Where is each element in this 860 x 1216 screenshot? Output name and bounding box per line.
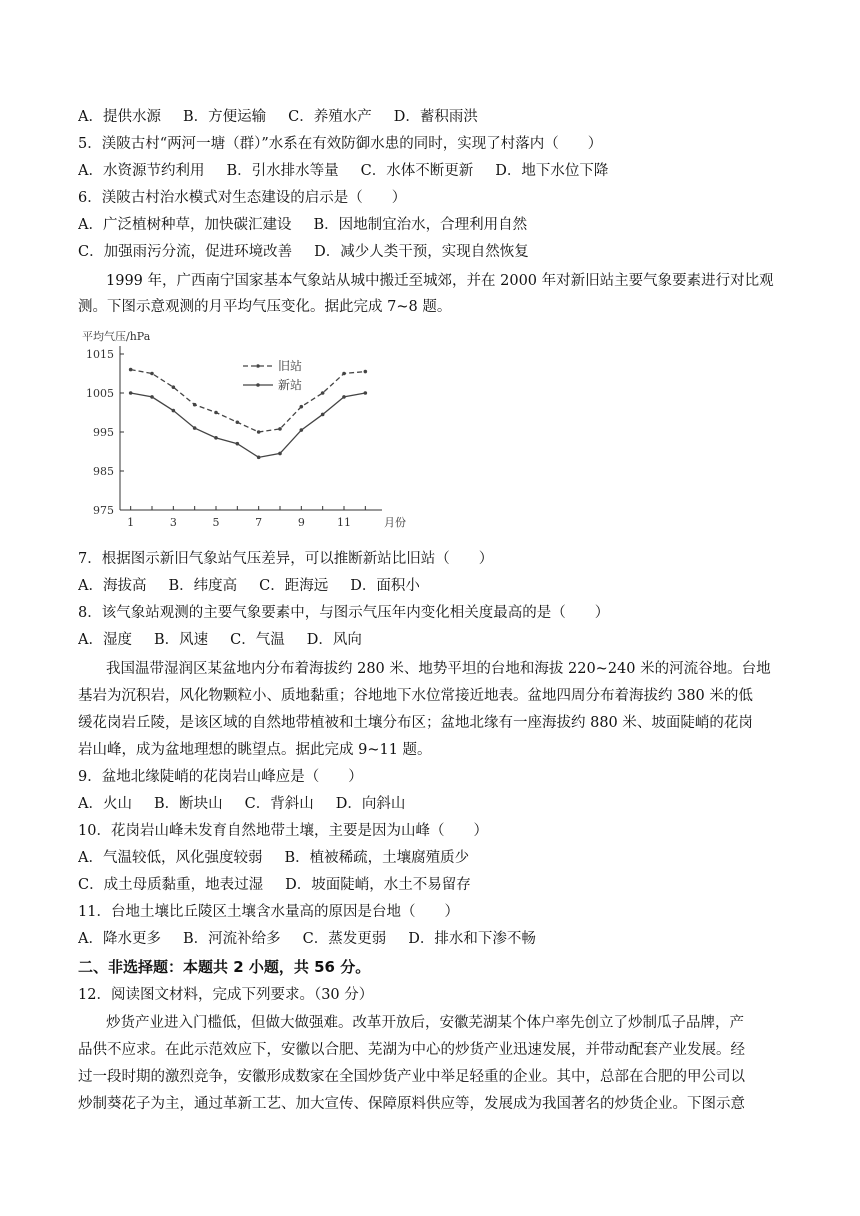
option-c: C．距海远 xyxy=(259,578,329,594)
option-d: D．排水和下渗不畅 xyxy=(408,931,536,947)
option-a: A．提供水源 xyxy=(78,109,161,125)
x-axis-label: 月份 xyxy=(384,516,406,529)
option-c: C．水体不断更新 xyxy=(360,163,474,179)
option-c: C．成土母质黏重，地表过湿 xyxy=(78,877,264,893)
q5-stem: 5．渼陂古村“两河一塘（群）”水系在有效防御水患的同时，实现了村落内（ ） xyxy=(78,136,603,152)
option-c: C．蒸发更弱 xyxy=(302,931,387,947)
passage1-line: 1999 年，广西南宁国家基本气象站从城中搬迁至城郊，并在 2000 年对新旧站主要气象要素进行对比观 xyxy=(106,273,774,289)
section-heading: 二、非选择题：本题共 2 小题，共 56 分。 xyxy=(78,958,371,976)
passage2-line: 缓花岗岩丘陵，是该区域的自然地带植被和土壤分布区；盆地北缘有一座海拔约 880 米、坡面陡峭的花岗 xyxy=(78,715,753,731)
q10-stem: 10．花岗岩山峰未发育自然地带土壤，主要是因为山峰（ ） xyxy=(78,823,488,839)
data-point xyxy=(321,391,325,395)
option-a: A．火山 xyxy=(78,796,132,812)
q11-stem: 11．台地土壤比丘陵区土壤含水量高的原因是台地（ ） xyxy=(78,904,459,920)
option-b: B．风速 xyxy=(153,632,209,648)
data-point xyxy=(193,426,197,430)
q6-options-row2 xyxy=(78,242,790,262)
q9-options xyxy=(78,794,790,814)
pressure-chart-svg xyxy=(78,326,438,538)
y-axis-label: 平均气压/hPa xyxy=(82,330,151,343)
option-a: A．广泛植树种草，加快碳汇建设 xyxy=(78,217,292,233)
y-tick-label: 985 xyxy=(93,465,114,478)
option-d: D．蓄积雨洪 xyxy=(393,109,478,125)
q8-stem: 8．该气象站观测的主要气象要素中，与图示气压年内变化相关度最高的是（ ） xyxy=(78,605,610,621)
data-point xyxy=(236,420,240,424)
q7-stem: 7．根据图示新旧气象站气压差异，可以推断新站比旧站（ ） xyxy=(78,551,494,567)
option-d: D．向斜山 xyxy=(335,796,406,812)
y-tick-label: 995 xyxy=(93,426,114,439)
option-b: B．植被稀疏，土壤腐殖质少 xyxy=(284,850,470,866)
data-point xyxy=(300,428,304,432)
legend-label: 旧站 xyxy=(278,359,303,373)
q5-options xyxy=(78,161,790,181)
data-point xyxy=(150,372,154,376)
passage2-line: 岩山峰，成为盆地理想的眺望点。据此完成 9~11 题。 xyxy=(78,742,432,758)
x-tick-label: 1 xyxy=(127,516,135,529)
x-tick-label: 5 xyxy=(212,516,220,529)
data-point xyxy=(193,403,197,407)
option-a: A．湿度 xyxy=(78,632,132,648)
data-point xyxy=(321,413,325,417)
option-a: A．水资源节约利用 xyxy=(78,163,205,179)
passage1-line: 测。下图示意观测的月平均气压变化。据此完成 7~8 题。 xyxy=(78,299,452,315)
q9-stem: 9．盆地北缘陡峭的花岗岩山峰应是（ ） xyxy=(78,769,363,785)
passage3-line: 炒货产业进入门槛低，但做大做强难。改革开放后，安徽芜湖某个体户率先创立了炒制瓜子品牌，产 xyxy=(106,1015,744,1031)
legend-marker xyxy=(256,364,260,368)
data-point xyxy=(342,372,346,376)
option-a: A．气温较低，风化强度较弱 xyxy=(78,850,263,866)
option-c: C．加强雨污分流，促进环境改善 xyxy=(78,244,293,260)
passage2-line: 我国温带湿润区某盆地内分布着海拔约 280 米、地势平坦的台地和海拔 220~240 米的河流谷地。台地 xyxy=(106,661,771,677)
option-b: B．断块山 xyxy=(153,796,223,812)
q11-options xyxy=(78,929,790,949)
series-line-1 xyxy=(131,370,366,432)
data-point xyxy=(236,442,240,446)
data-point xyxy=(150,395,154,399)
data-point xyxy=(278,427,282,431)
data-point xyxy=(214,436,218,440)
q8-options xyxy=(78,630,790,650)
option-c: C．养殖水产 xyxy=(288,109,372,125)
option-d: D．风向 xyxy=(306,632,362,648)
option-b: B．河流补给多 xyxy=(182,931,281,947)
option-b: B．方便运输 xyxy=(182,109,267,125)
option-d: D．减少人类干预，实现自然恢复 xyxy=(314,244,529,260)
q12-stem: 12．阅读图文材料，完成下列要求。（30 分） xyxy=(78,987,374,1003)
option-d: D．地下水位下降 xyxy=(495,163,609,179)
x-tick-label: 9 xyxy=(297,516,305,529)
y-tick-label: 1015 xyxy=(86,348,114,361)
q4-options xyxy=(78,107,790,127)
series-line-2 xyxy=(131,393,366,457)
q7-options xyxy=(78,576,790,596)
passage3-line: 炒制葵花子为主，通过革新工艺、加大宣传、保障原料供应等，发展成为我国著名的炒货企业。下图示意 xyxy=(78,1096,745,1112)
option-a: A．降水更多 xyxy=(78,931,161,947)
option-d: D．坡面陡峭，水土不易留存 xyxy=(285,877,471,893)
data-point xyxy=(364,370,368,374)
option-c: C．气温 xyxy=(230,632,285,648)
passage2-line: 基岩为沉积岩，风化物颗粒小、质地黏重；谷地地下水位常接近地表。盆地四周分布着海拔约 380 米的低 xyxy=(78,688,753,704)
x-tick-label: 7 xyxy=(255,516,263,529)
data-point xyxy=(364,391,368,395)
option-a: A．海拔高 xyxy=(78,578,147,594)
data-point xyxy=(300,405,304,409)
data-point xyxy=(257,456,261,460)
option-b: B．纬度高 xyxy=(168,578,238,594)
pressure-chart xyxy=(78,326,438,538)
x-tick-label: 11 xyxy=(337,516,351,529)
data-point xyxy=(172,409,176,413)
x-tick-label: 3 xyxy=(169,516,177,529)
data-point xyxy=(257,430,261,434)
data-point xyxy=(129,391,133,395)
legend-label: 新站 xyxy=(278,378,303,392)
q6-stem: 6．渼陂古村治水模式对生态建设的启示是（ ） xyxy=(78,190,407,206)
data-point xyxy=(129,368,133,372)
passage3-line: 品供不应求。在此示范效应下，安徽以合肥、芜湖为中心的炒货产业迅速发展，并带动配套产业发展。经 xyxy=(78,1042,745,1058)
data-point xyxy=(214,411,218,415)
q10-options-row2 xyxy=(78,875,790,895)
data-point xyxy=(172,385,176,389)
option-b: B．引水排水等量 xyxy=(226,163,339,179)
option-d: D．面积小 xyxy=(350,578,420,594)
data-point xyxy=(278,452,282,456)
y-tick-label: 1005 xyxy=(86,387,114,400)
option-c: C．背斜山 xyxy=(244,796,314,812)
passage3-line: 过一段时期的激烈竞争，安徽形成数家在全国炒货产业中举足轻重的企业。其中，总部在合肥的甲公司以 xyxy=(78,1069,745,1085)
q6-options-row1 xyxy=(78,215,790,235)
y-tick-label: 975 xyxy=(93,504,114,517)
q10-options-row1 xyxy=(78,848,790,868)
option-b: B．因地制宜治水，合理利用自然 xyxy=(313,217,528,233)
legend-marker xyxy=(256,383,260,387)
data-point xyxy=(342,395,346,399)
